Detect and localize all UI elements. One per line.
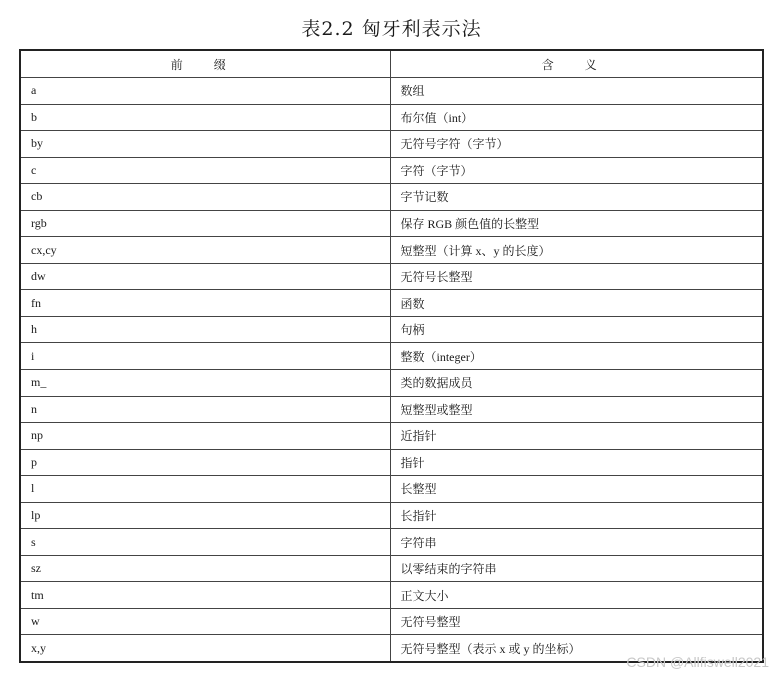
prefix-cell: m_ — [20, 370, 390, 397]
prefix-cell: lp — [20, 502, 390, 529]
table-row — [20, 476, 763, 503]
prefix-cell: p — [20, 449, 390, 476]
meaning-cell: 数组 — [390, 78, 763, 105]
table-header-row — [20, 50, 763, 78]
prefix-cell: c — [20, 157, 390, 184]
prefix-cell: i — [20, 343, 390, 370]
prefix-cell: x,y — [20, 635, 390, 662]
prefix-cell: s — [20, 529, 390, 556]
prefix-cell: dw — [20, 263, 390, 290]
meaning-cell: 保存 RGB 颜色值的长整型 — [390, 210, 763, 237]
table-row — [20, 210, 763, 237]
prefix-cell: tm — [20, 582, 390, 609]
table-row — [20, 157, 763, 184]
prefix-cell: rgb — [20, 210, 390, 237]
meaning-cell: 无符号字符（字节） — [390, 131, 763, 158]
meaning-cell: 无符号整型（表示 x 或 y 的坐标） — [390, 635, 763, 662]
meaning-cell: 布尔值（int） — [390, 104, 763, 131]
prefix-cell: fn — [20, 290, 390, 317]
table-row — [20, 290, 763, 317]
table-row — [20, 555, 763, 582]
meaning-cell: 近指针 — [390, 423, 763, 450]
hungarian-notation-table — [19, 49, 764, 663]
prefix-cell: n — [20, 396, 390, 423]
meaning-cell: 无符号整型 — [390, 608, 763, 635]
prefix-cell: a — [20, 78, 390, 105]
table-row — [20, 608, 763, 635]
meaning-cell: 以零结束的字符串 — [390, 555, 763, 582]
meaning-cell: 字符串 — [390, 529, 763, 556]
meaning-cell: 长指针 — [390, 502, 763, 529]
meaning-cell: 整数（integer） — [390, 343, 763, 370]
table-row — [20, 131, 763, 158]
table-row — [20, 370, 763, 397]
prefix-cell: sz — [20, 555, 390, 582]
header-meaning: 含 义 — [390, 50, 763, 78]
meaning-cell: 函数 — [390, 290, 763, 317]
table-row — [20, 502, 763, 529]
meaning-cell: 字符（字节） — [390, 157, 763, 184]
table-title: 表2.2 匈牙利表示法 — [301, 18, 482, 40]
table-row — [20, 582, 763, 609]
meaning-cell: 指针 — [390, 449, 763, 476]
header-prefix: 前 缀 — [20, 50, 390, 78]
meaning-cell: 长整型 — [390, 476, 763, 503]
table-row — [20, 104, 763, 131]
table-row — [20, 343, 763, 370]
prefix-cell: np — [20, 423, 390, 450]
watermark: CSDN @Allfiswell2021 — [626, 654, 769, 670]
prefix-cell: cb — [20, 184, 390, 211]
table-row — [20, 423, 763, 450]
meaning-cell: 类的数据成员 — [390, 370, 763, 397]
meaning-cell: 短整型或整型 — [390, 396, 763, 423]
table-row — [20, 316, 763, 343]
meaning-cell: 句柄 — [390, 316, 763, 343]
prefix-cell: b — [20, 104, 390, 131]
meaning-cell: 短整型（计算 x、y 的长度） — [390, 237, 763, 264]
prefix-cell: cx,cy — [20, 237, 390, 264]
table-row — [20, 396, 763, 423]
table-row — [20, 529, 763, 556]
meaning-cell: 字节记数 — [390, 184, 763, 211]
prefix-cell: w — [20, 608, 390, 635]
prefix-cell: l — [20, 476, 390, 503]
table-row — [20, 78, 763, 105]
table-row — [20, 184, 763, 211]
table-row — [20, 263, 763, 290]
meaning-cell: 正文大小 — [390, 582, 763, 609]
prefix-cell: by — [20, 131, 390, 158]
meaning-cell: 无符号长整型 — [390, 263, 763, 290]
table-row — [20, 237, 763, 264]
prefix-cell: h — [20, 316, 390, 343]
table-row — [20, 449, 763, 476]
